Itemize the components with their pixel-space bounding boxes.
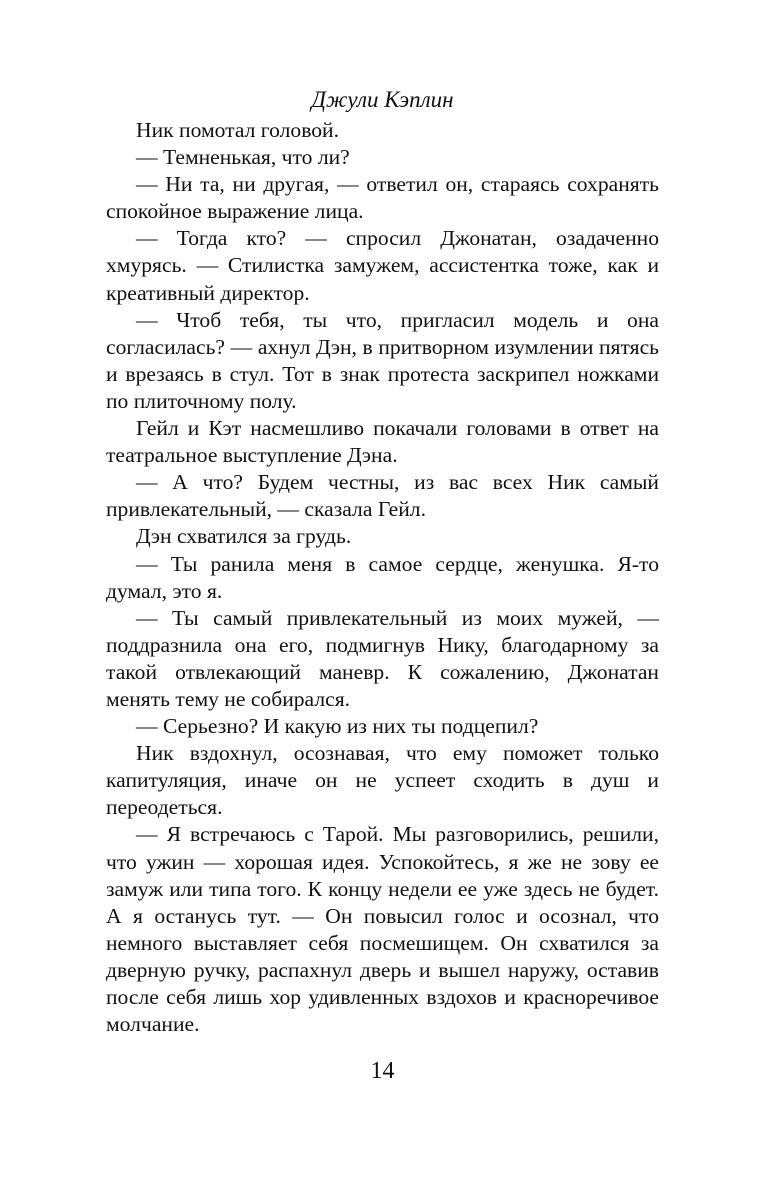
paragraph-6: Гейл и Кэт насмешливо покачали головами в ответ на театральное выступление Дэна. — [106, 416, 659, 468]
body-text — [106, 117, 659, 1038]
paragraph-7: — А что? Будем честны, из вас всех Ник самый привлекательный, — сказала Гейл. — [106, 470, 659, 522]
paragraph-13: — Я встречаюсь с Тарой. Мы разговорились, решили, что ужин — хорошая идея. Успокойтесь, я же не зову ее замуж или типа того. К концу недели ее уже здесь не будет. А я останусь тут. — Он повысил голос и осознал, что немного выставляет себя посмешищем. Он схватился за дверную ручку, распахнул дверь и вышел наружу, оставив после себя лишь хор удивленных вздохов и красноречивое молчание. — [106, 822, 659, 1037]
paragraph-10: — Ты самый привлекательный из моих мужей, — поддразнила она его, подмигнув Нику, благодарному за такой отвлекающий маневр. К сожалению, Джонатан менять тему не собирался. — [106, 605, 659, 711]
paragraph-11: — Серьезно? И какую из них ты подцепил? — [136, 714, 539, 739]
paragraph-12: Ник вздохнул, осознавая, что ему поможет только капитуляция, иначе он не успеет сходить в душ и переодеться. — [106, 741, 659, 820]
paragraph-1: Ник помотал головой. — [136, 118, 340, 142]
running-head-author: Джули Кэплин — [311, 87, 454, 112]
paragraph-4: — Тогда кто? — спросил Джонатан, озадаченно хмурясь. — Стилистка замужем, ассистентка тоже, как и креативный директор. — [106, 226, 659, 305]
paragraph-3: — Ни та, ни другая, — ответил он, стараясь сохранять спокойное выражение лица. — [106, 172, 659, 224]
paragraph-9: — Ты ранила меня в самое сердце, женушка. Я-то думал, это я. — [106, 551, 659, 603]
paragraph-8: Дэн схватился за грудь. — [136, 524, 352, 549]
paragraph-2: — Темненькая, что ли? — [136, 145, 350, 170]
paragraph-5: — Чтоб тебя, ты что, пригласил модель и она согласилась? — ахнул Дэн, в притворном изумлении пятясь и врезаясь в стул. Тот в знак протеста заскрипел ножками по плиточному полу. — [106, 307, 659, 413]
page-number: 14 — [370, 1058, 395, 1084]
